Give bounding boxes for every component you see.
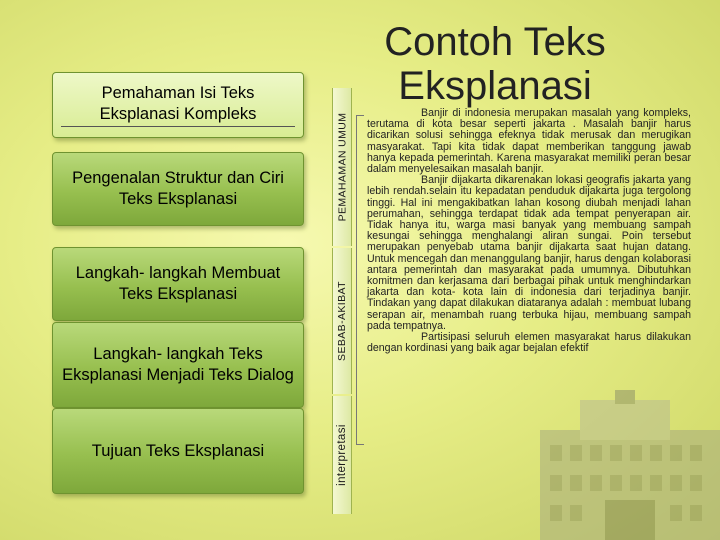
tab-label: interpretasi <box>336 424 349 486</box>
slide-title-line: Eksplanasi <box>398 64 592 108</box>
slide-title-line: Contoh Teks <box>384 20 606 64</box>
text-bracket <box>356 115 364 445</box>
menu-button-label: Langkah- langkah Membuat Teks Eksplanasi <box>75 264 281 303</box>
menu-button-tujuan[interactable] <box>52 408 304 494</box>
menu-button-label: Langkah- langkah Teks Eksplanasi Menjadi Teks Dialog <box>62 345 294 384</box>
tab-label: SEBAB-AKIBAT <box>336 281 349 361</box>
body-paragraph: Banjir di indonesia merupakan masalah yang kompleks, terutama di kota besar seperti jakarta . Masalah banjir harus dicarikan solusi sehingga efeknya tidak merusak dan merugikan masyarakat. Tapi kita tidak dapat memberikan tanggung jawab hanya kepada pemerintah. Karena masyarakat memiliki peran besar dalam menyelesaikan masalah banjir. <box>367 107 691 176</box>
body-text <box>367 108 691 354</box>
menu-button-label: Pengenalan Struktur dan Ciri Teks Eksplanasi <box>72 169 284 208</box>
menu-button-pengenalan-struktur[interactable] <box>52 152 304 226</box>
body-paragraph: Partisipasi seluruh elemen masyarakat harus dilakukan dengan kordinasi yang baik agar bejalan efektif <box>367 331 691 355</box>
menu-button-label: Pemahaman Isi Teks Eksplanasi Kompleks <box>61 83 295 126</box>
tab-interpretasi[interactable] <box>332 396 352 514</box>
tab-label: PEMAHAMAN UMUM <box>336 112 349 222</box>
menu-button-langkah-membuat[interactable] <box>52 247 304 321</box>
menu-button-pemahaman-isi[interactable] <box>52 72 304 138</box>
slide-title <box>360 20 630 108</box>
campus-building-image <box>520 390 720 540</box>
menu-button-label: Tujuan Teks Eksplanasi <box>91 441 265 460</box>
tab-sebab-akibat[interactable] <box>332 248 352 394</box>
menu-button-langkah-dialog[interactable] <box>52 322 304 408</box>
tab-pemahaman-umum[interactable] <box>332 88 352 246</box>
body-paragraph: Banjir dijakarta dikarenakan lokasi geografis jakarta yang lebih rendah.selain itu kepadatan penduduk dijakarta juga tergolong tinggi. Hal ini mengakibatkan lahan kosong diubah menjadi lahan perumahan, sehingga terdapat tidak ada tempat penyerapan air. Tidak hanya itu, warga masi banyak yang membuang sampah kesungai sehingga menghalangi aliran sungai. Poin tersebut merupakan penyebab utama banjir dijakarta saat hujan datang. Untuk mencegah dan menanggulang banjir, harus dengan kolaborasi antara pemerintah dan masyarakat pada umumnya. Dibutuhkan komitmen dan kerjasama dari berbagai pihak untuk menghindarkan jakarta dan kota- kota lain di indonesia dari terjadinya banjir. Tindakan yang dapat dilakukan diataranya adalah : membuat lubang serapan air, menambah ruang terbuka hijau, membuang sampah pada tempatnya. <box>367 174 691 332</box>
